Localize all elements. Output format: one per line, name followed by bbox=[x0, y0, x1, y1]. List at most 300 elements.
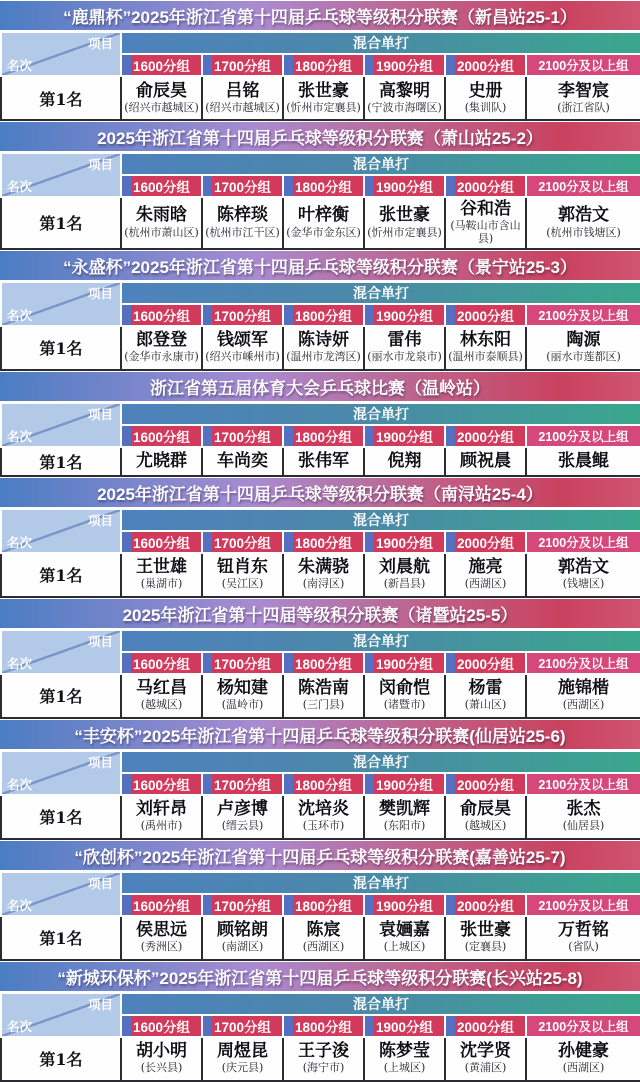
tournament-title: “鹿鼎杯”2025年浙江省第十四届乒乓球等级积分联赛（新昌站25-1） bbox=[0, 0, 640, 31]
rank-cell: 第1名 bbox=[1, 674, 121, 718]
winner-name: 陈诗妍 bbox=[298, 330, 349, 351]
winner-region: (绍兴市越城区) bbox=[124, 100, 199, 114]
tournament-section bbox=[0, 371, 640, 477]
group-header-1600: 1600分组 bbox=[121, 773, 202, 795]
corner-label-item: 项目 bbox=[87, 407, 113, 422]
winner-cell bbox=[283, 197, 364, 249]
winner-cell bbox=[283, 326, 364, 370]
winner-name: 马红昌 bbox=[136, 678, 187, 699]
winners-row bbox=[1, 447, 640, 476]
winner-region: (玉环市) bbox=[302, 819, 345, 833]
corner-label-item: 项目 bbox=[87, 286, 113, 301]
winner-name: 杨雷 bbox=[468, 678, 503, 699]
corner-cell bbox=[1, 32, 121, 76]
winner-region: (杭州市江干区) bbox=[205, 225, 280, 239]
corner-cell bbox=[1, 751, 121, 795]
winner-name: 张晨鲲 bbox=[558, 450, 610, 471]
winner-cell bbox=[526, 447, 640, 476]
winner-name: 陈梓琰 bbox=[217, 205, 268, 226]
group-header-1600: 1600分组 bbox=[121, 652, 202, 674]
winner-name: 谷和浩 bbox=[460, 199, 511, 219]
winner-cell bbox=[364, 326, 445, 370]
winner-name: 陈宸 bbox=[306, 920, 341, 941]
winner-cell bbox=[202, 916, 283, 960]
group-header-1900: 1900分组 bbox=[364, 1015, 445, 1037]
corner-label-rank: 名次 bbox=[7, 777, 33, 792]
winner-name: 李智宸 bbox=[558, 80, 610, 101]
group-header-1800: 1800分组 bbox=[283, 531, 364, 553]
winner-cell bbox=[283, 76, 364, 120]
event-header: 混合单打 bbox=[121, 403, 640, 425]
winner-cell bbox=[202, 197, 283, 249]
group-header-2100plus: 2100分及以上组 bbox=[526, 54, 640, 76]
corner-cell bbox=[1, 630, 121, 674]
event-header-row bbox=[1, 509, 640, 531]
winner-cell bbox=[445, 916, 526, 960]
group-header-1900: 1900分组 bbox=[364, 894, 445, 916]
group-header-1600: 1600分组 bbox=[121, 304, 202, 326]
winner-region: (新昌县) bbox=[383, 577, 426, 591]
corner-cell bbox=[1, 153, 121, 197]
group-header-1900: 1900分组 bbox=[364, 304, 445, 326]
group-header-2000: 2000分组 bbox=[445, 773, 526, 795]
group-header-1700: 1700分组 bbox=[202, 1015, 283, 1037]
winner-region: (浙江省队) bbox=[557, 100, 610, 114]
event-header-row bbox=[1, 153, 640, 175]
tournament-section bbox=[0, 598, 640, 719]
winner-region: (丽水市龙泉市) bbox=[367, 350, 442, 364]
event-header: 混合单打 bbox=[121, 153, 640, 175]
group-header-1700: 1700分组 bbox=[202, 773, 283, 795]
results-table bbox=[0, 152, 640, 250]
winner-region: (绍兴市嵊州市) bbox=[205, 350, 280, 364]
corner-label-rank: 名次 bbox=[7, 180, 33, 194]
results-table bbox=[0, 281, 640, 371]
corner-label-rank: 名次 bbox=[7, 656, 33, 671]
winner-region: (越城区) bbox=[464, 819, 507, 833]
winner-name: 沈学贤 bbox=[460, 1041, 511, 1062]
winner-name: 车尚奕 bbox=[217, 450, 268, 471]
winners-row bbox=[1, 916, 640, 960]
winner-cell bbox=[202, 674, 283, 718]
group-header-2100plus: 2100分及以上组 bbox=[526, 175, 640, 197]
rank-cell: 第1名 bbox=[1, 447, 121, 476]
winner-name: 朱雨晗 bbox=[136, 205, 187, 226]
winner-cell bbox=[202, 553, 283, 597]
winner-name: 史册 bbox=[468, 80, 503, 101]
results-table bbox=[0, 508, 640, 598]
tournament-title: “欣创杯”2025年浙江省第十四届乒乓球等级积分联赛(嘉善站25-7) bbox=[0, 840, 640, 871]
winner-name: 俞辰昊 bbox=[460, 799, 511, 820]
winner-region: (杭州市萧山区) bbox=[124, 225, 199, 239]
event-header-row bbox=[1, 872, 640, 894]
winner-cell bbox=[445, 197, 526, 249]
winner-cell bbox=[364, 447, 445, 476]
event-header: 混合单打 bbox=[121, 32, 640, 54]
winners-row bbox=[1, 795, 640, 839]
event-header: 混合单打 bbox=[121, 282, 640, 304]
group-header-1700: 1700分组 bbox=[202, 652, 283, 674]
rank-cell: 第1名 bbox=[1, 326, 121, 370]
winner-region: (海宁市) bbox=[302, 1061, 345, 1075]
tournament-title: “丰安杯”2025年浙江省第十四届乒乓球等级积分联赛(仙居站25-6) bbox=[0, 719, 640, 750]
winner-cell bbox=[121, 674, 202, 718]
results-table bbox=[0, 629, 640, 719]
winners-row bbox=[1, 76, 640, 120]
winner-cell bbox=[202, 1037, 283, 1081]
winner-name: 高黎明 bbox=[379, 80, 430, 101]
winner-name: 沈培炎 bbox=[298, 799, 349, 820]
winner-cell bbox=[526, 326, 640, 370]
winner-cell bbox=[283, 1037, 364, 1081]
corner-label-rank: 名次 bbox=[7, 898, 33, 913]
corner-label-rank: 名次 bbox=[7, 59, 33, 73]
group-header-2000: 2000分组 bbox=[445, 304, 526, 326]
winner-cell bbox=[121, 795, 202, 839]
group-header-1800: 1800分组 bbox=[283, 652, 364, 674]
results-table bbox=[0, 750, 640, 840]
results-table bbox=[0, 992, 640, 1082]
winner-name: 钮肖东 bbox=[217, 557, 268, 578]
winner-name: 胡小明 bbox=[136, 1041, 187, 1062]
group-header-1800: 1800分组 bbox=[283, 773, 364, 795]
winner-region: (缙云县) bbox=[221, 819, 264, 833]
winner-cell bbox=[526, 553, 640, 597]
winner-cell bbox=[445, 76, 526, 120]
group-header-1700: 1700分组 bbox=[202, 894, 283, 916]
tournament-section bbox=[0, 719, 640, 840]
group-header-2100plus: 2100分及以上组 bbox=[526, 425, 640, 447]
group-header-1800: 1800分组 bbox=[283, 894, 364, 916]
group-header-1700: 1700分组 bbox=[202, 175, 283, 197]
winner-region: (黄浦区) bbox=[464, 1061, 507, 1075]
event-header-row bbox=[1, 32, 640, 54]
winner-region: (上城区) bbox=[383, 940, 426, 954]
group-header-2000: 2000分组 bbox=[445, 1015, 526, 1037]
corner-label-item: 项目 bbox=[87, 755, 113, 770]
winner-region: (金华市金东区) bbox=[286, 225, 361, 239]
winner-name: 张伟军 bbox=[298, 450, 349, 471]
group-header-1800: 1800分组 bbox=[283, 304, 364, 326]
corner-label-item: 项目 bbox=[87, 158, 113, 172]
group-header-2100plus: 2100分及以上组 bbox=[526, 652, 640, 674]
winner-region: (温州市龙湾区) bbox=[286, 350, 361, 364]
event-header: 混合单打 bbox=[121, 872, 640, 894]
winner-name: 施锦楷 bbox=[558, 678, 610, 699]
winner-region: (禹州市) bbox=[140, 819, 183, 833]
winner-region: (诸暨市) bbox=[383, 698, 426, 712]
winner-cell bbox=[283, 916, 364, 960]
winner-region: (绍兴市越城区) bbox=[205, 100, 280, 114]
group-header-1800: 1800分组 bbox=[283, 1015, 364, 1037]
group-header-1900: 1900分组 bbox=[364, 425, 445, 447]
winner-cell bbox=[445, 1037, 526, 1081]
winner-cell bbox=[121, 447, 202, 476]
winner-cell bbox=[121, 76, 202, 120]
tournament-title: “永盛杯”2025年浙江省第十四届乒乓球等级积分联赛（景宁站25-3） bbox=[0, 250, 640, 281]
winner-region: (仙居县) bbox=[562, 819, 605, 833]
winner-name: 杨知建 bbox=[217, 678, 268, 699]
results-table bbox=[0, 402, 640, 477]
winner-cell bbox=[445, 674, 526, 718]
event-header-row bbox=[1, 751, 640, 773]
tournament-section bbox=[0, 250, 640, 371]
winner-name: 刘轩昂 bbox=[136, 799, 187, 820]
winner-region: (忻州市定襄县) bbox=[367, 225, 442, 239]
group-header-2100plus: 2100分及以上组 bbox=[526, 531, 640, 553]
winner-cell bbox=[526, 197, 640, 249]
winner-region: (长兴县) bbox=[140, 1061, 183, 1075]
winner-region: (东阳市) bbox=[383, 819, 426, 833]
winner-cell bbox=[364, 916, 445, 960]
winner-cell bbox=[364, 1037, 445, 1081]
winner-region: (温岭市) bbox=[221, 698, 264, 712]
winner-name: 尤晓群 bbox=[136, 450, 187, 471]
winner-cell bbox=[364, 553, 445, 597]
winner-region: (西湖区) bbox=[464, 577, 507, 591]
winner-name: 雷伟 bbox=[387, 330, 422, 351]
tournament-section bbox=[0, 121, 640, 250]
winner-region: (温州市泰顺县) bbox=[448, 350, 523, 364]
winner-name: 陶源 bbox=[566, 330, 601, 351]
winner-region: (忻州市定襄县) bbox=[286, 100, 361, 114]
winner-name: 万哲铭 bbox=[558, 920, 610, 941]
group-header-2000: 2000分组 bbox=[445, 894, 526, 916]
group-header-2000: 2000分组 bbox=[445, 175, 526, 197]
winner-name: 郭浩文 bbox=[558, 205, 610, 226]
group-header-2100plus: 2100分及以上组 bbox=[526, 1015, 640, 1037]
tournament-section bbox=[0, 840, 640, 961]
tournament-section bbox=[0, 961, 640, 1082]
group-header-1600: 1600分组 bbox=[121, 1015, 202, 1037]
rank-cell: 第1名 bbox=[1, 197, 121, 249]
winner-cell bbox=[283, 795, 364, 839]
winner-region: (巢湖市) bbox=[140, 577, 183, 591]
winner-region: (南浔区) bbox=[302, 577, 345, 591]
winner-cell bbox=[526, 916, 640, 960]
winner-name: 郭浩文 bbox=[558, 557, 610, 578]
winner-cell bbox=[364, 674, 445, 718]
corner-label-rank: 名次 bbox=[7, 308, 33, 323]
winner-region: (西湖区) bbox=[562, 1061, 605, 1075]
winner-region: (宁波市海曙区) bbox=[367, 100, 442, 114]
tournament-title: 2025年浙江省第十四届等级积分联赛（诸暨站25-5） bbox=[0, 598, 640, 629]
winner-name: 卢彦博 bbox=[217, 799, 268, 820]
tournament-title: 2025年浙江省第十四届乒乓球等级积分联赛（南浔站25-4） bbox=[0, 477, 640, 508]
winner-name: 闵俞恺 bbox=[379, 678, 430, 699]
winner-cell bbox=[445, 553, 526, 597]
winner-region: (庆元县) bbox=[221, 1061, 264, 1075]
event-header-row bbox=[1, 403, 640, 425]
group-header-1900: 1900分组 bbox=[364, 652, 445, 674]
winner-name: 袁婳嘉 bbox=[379, 920, 430, 941]
corner-label-item: 项目 bbox=[87, 634, 113, 649]
group-header-1700: 1700分组 bbox=[202, 425, 283, 447]
group-header-1800: 1800分组 bbox=[283, 425, 364, 447]
group-header-1800: 1800分组 bbox=[283, 54, 364, 76]
winner-cell bbox=[202, 447, 283, 476]
winners-row bbox=[1, 1037, 640, 1081]
group-header-1900: 1900分组 bbox=[364, 54, 445, 76]
winner-name: 叶梓衡 bbox=[298, 205, 349, 226]
group-header-1900: 1900分组 bbox=[364, 175, 445, 197]
winner-region: (秀洲区) bbox=[140, 940, 183, 954]
winner-name: 俞辰昊 bbox=[136, 80, 187, 101]
group-header-1600: 1600分组 bbox=[121, 425, 202, 447]
group-header-1700: 1700分组 bbox=[202, 531, 283, 553]
winner-cell bbox=[526, 795, 640, 839]
winner-name: 刘晨航 bbox=[379, 557, 430, 578]
tournament-title: 2025年浙江省第十四届乒乓球等级积分联赛（萧山站25-2） bbox=[0, 121, 640, 152]
winner-region: (上城区) bbox=[383, 1061, 426, 1075]
tournament-section bbox=[0, 0, 640, 121]
winner-cell bbox=[121, 916, 202, 960]
results-table bbox=[0, 31, 640, 121]
group-header-2100plus: 2100分及以上组 bbox=[526, 894, 640, 916]
winner-name: 林东阳 bbox=[460, 330, 511, 351]
event-header-row bbox=[1, 630, 640, 652]
winner-cell bbox=[445, 447, 526, 476]
winner-name: 张世豪 bbox=[460, 920, 511, 941]
rank-cell: 第1名 bbox=[1, 76, 121, 120]
group-header-2100plus: 2100分及以上组 bbox=[526, 773, 640, 795]
winner-name: 郎登登 bbox=[136, 330, 187, 351]
group-header-2100plus: 2100分及以上组 bbox=[526, 304, 640, 326]
winner-region: (越城区) bbox=[140, 698, 183, 712]
winner-name: 顾祝晨 bbox=[460, 450, 511, 471]
event-header: 混合单打 bbox=[121, 993, 640, 1015]
winner-name: 张杰 bbox=[566, 799, 601, 820]
winner-region: (集训队) bbox=[464, 100, 507, 114]
winner-region: (杭州市钱塘区) bbox=[546, 225, 621, 239]
winner-cell bbox=[364, 76, 445, 120]
winners-row bbox=[1, 553, 640, 597]
winner-name: 张世豪 bbox=[298, 80, 349, 101]
group-header-1700: 1700分组 bbox=[202, 54, 283, 76]
event-header-row bbox=[1, 282, 640, 304]
rank-cell: 第1名 bbox=[1, 553, 121, 597]
winner-cell bbox=[202, 326, 283, 370]
tournament-section bbox=[0, 477, 640, 598]
winner-region: (三门县) bbox=[302, 698, 345, 712]
group-header-2000: 2000分组 bbox=[445, 652, 526, 674]
winner-name: 张世豪 bbox=[379, 205, 430, 226]
corner-label-item: 项目 bbox=[87, 37, 113, 51]
winner-region: (丽水市莲都区) bbox=[546, 350, 621, 364]
winner-cell bbox=[121, 553, 202, 597]
winner-name: 孙健豪 bbox=[558, 1041, 610, 1062]
event-header: 混合单打 bbox=[121, 630, 640, 652]
winner-cell bbox=[445, 326, 526, 370]
winners-row bbox=[1, 197, 640, 249]
winner-region: (吴江区) bbox=[221, 577, 264, 591]
winner-region: (西湖区) bbox=[562, 698, 605, 712]
tournament-title: “新城环保杯”2025年浙江省第十四届乒乓球等级积分联赛(长兴站25-8) bbox=[0, 961, 640, 992]
winner-cell bbox=[283, 553, 364, 597]
group-header-2000: 2000分组 bbox=[445, 425, 526, 447]
winner-name: 王子浚 bbox=[298, 1041, 349, 1062]
event-header-row bbox=[1, 993, 640, 1015]
winner-cell bbox=[121, 1037, 202, 1081]
winner-region: (金华市永康市) bbox=[124, 350, 199, 364]
rank-cell: 第1名 bbox=[1, 795, 121, 839]
winner-name: 钱颂军 bbox=[217, 330, 268, 351]
winner-name: 陈梦莹 bbox=[379, 1041, 430, 1062]
winner-region: (南湖区) bbox=[221, 940, 264, 954]
group-header-1600: 1600分组 bbox=[121, 175, 202, 197]
results-table bbox=[0, 871, 640, 961]
group-header-1900: 1900分组 bbox=[364, 531, 445, 553]
group-header-1600: 1600分组 bbox=[121, 894, 202, 916]
winner-cell bbox=[202, 76, 283, 120]
group-header-2000: 2000分组 bbox=[445, 531, 526, 553]
corner-cell bbox=[1, 403, 121, 447]
winner-cell bbox=[526, 76, 640, 120]
corner-label-item: 项目 bbox=[87, 513, 113, 528]
rank-cell: 第1名 bbox=[1, 916, 121, 960]
winner-cell bbox=[202, 795, 283, 839]
winner-region: (钱塘区) bbox=[562, 577, 605, 591]
winner-name: 施亮 bbox=[468, 557, 503, 578]
winner-cell bbox=[121, 197, 202, 249]
event-header: 混合单打 bbox=[121, 751, 640, 773]
event-header: 混合单打 bbox=[121, 509, 640, 531]
winner-region: (西湖区) bbox=[302, 940, 345, 954]
winner-region: (省队) bbox=[568, 940, 599, 954]
winner-name: 顾铭朗 bbox=[217, 920, 268, 941]
winner-name: 樊凯辉 bbox=[379, 799, 430, 820]
winner-name: 侯思远 bbox=[136, 920, 187, 941]
winner-cell bbox=[364, 795, 445, 839]
winner-name: 朱满骁 bbox=[298, 557, 349, 578]
group-header-1600: 1600分组 bbox=[121, 531, 202, 553]
corner-label-item: 项目 bbox=[87, 997, 113, 1012]
winner-name: 王世雄 bbox=[136, 557, 187, 578]
group-header-1800: 1800分组 bbox=[283, 175, 364, 197]
group-header-1600: 1600分组 bbox=[121, 54, 202, 76]
winner-cell bbox=[283, 447, 364, 476]
group-header-2000: 2000分组 bbox=[445, 54, 526, 76]
winners-row bbox=[1, 326, 640, 370]
corner-cell bbox=[1, 993, 121, 1037]
group-header-1900: 1900分组 bbox=[364, 773, 445, 795]
group-header-1700: 1700分组 bbox=[202, 304, 283, 326]
winner-region: (马鞍山市含山县) bbox=[450, 219, 521, 245]
winner-cell bbox=[283, 674, 364, 718]
winner-cell bbox=[526, 674, 640, 718]
winner-name: 陈浩南 bbox=[298, 678, 349, 699]
tournament-title: 浙江省第五届体育大会乒乓球比赛（温岭站） bbox=[0, 371, 640, 402]
winner-cell bbox=[121, 326, 202, 370]
corner-label-rank: 名次 bbox=[7, 1019, 33, 1034]
corner-cell bbox=[1, 872, 121, 916]
winner-region: (定襄县) bbox=[464, 940, 507, 954]
winner-name: 倪翔 bbox=[387, 450, 422, 471]
winner-cell bbox=[526, 1037, 640, 1081]
winners-row bbox=[1, 674, 640, 718]
corner-label-item: 项目 bbox=[87, 876, 113, 891]
winner-region: (萧山区) bbox=[464, 698, 507, 712]
corner-cell bbox=[1, 282, 121, 326]
winner-name: 吕铭 bbox=[225, 80, 260, 101]
rank-cell: 第1名 bbox=[1, 1037, 121, 1081]
winner-cell bbox=[445, 795, 526, 839]
corner-label-rank: 名次 bbox=[7, 429, 33, 444]
corner-cell bbox=[1, 509, 121, 553]
winner-name: 周煜昆 bbox=[217, 1041, 268, 1062]
corner-label-rank: 名次 bbox=[7, 535, 33, 550]
winner-cell bbox=[364, 197, 445, 249]
